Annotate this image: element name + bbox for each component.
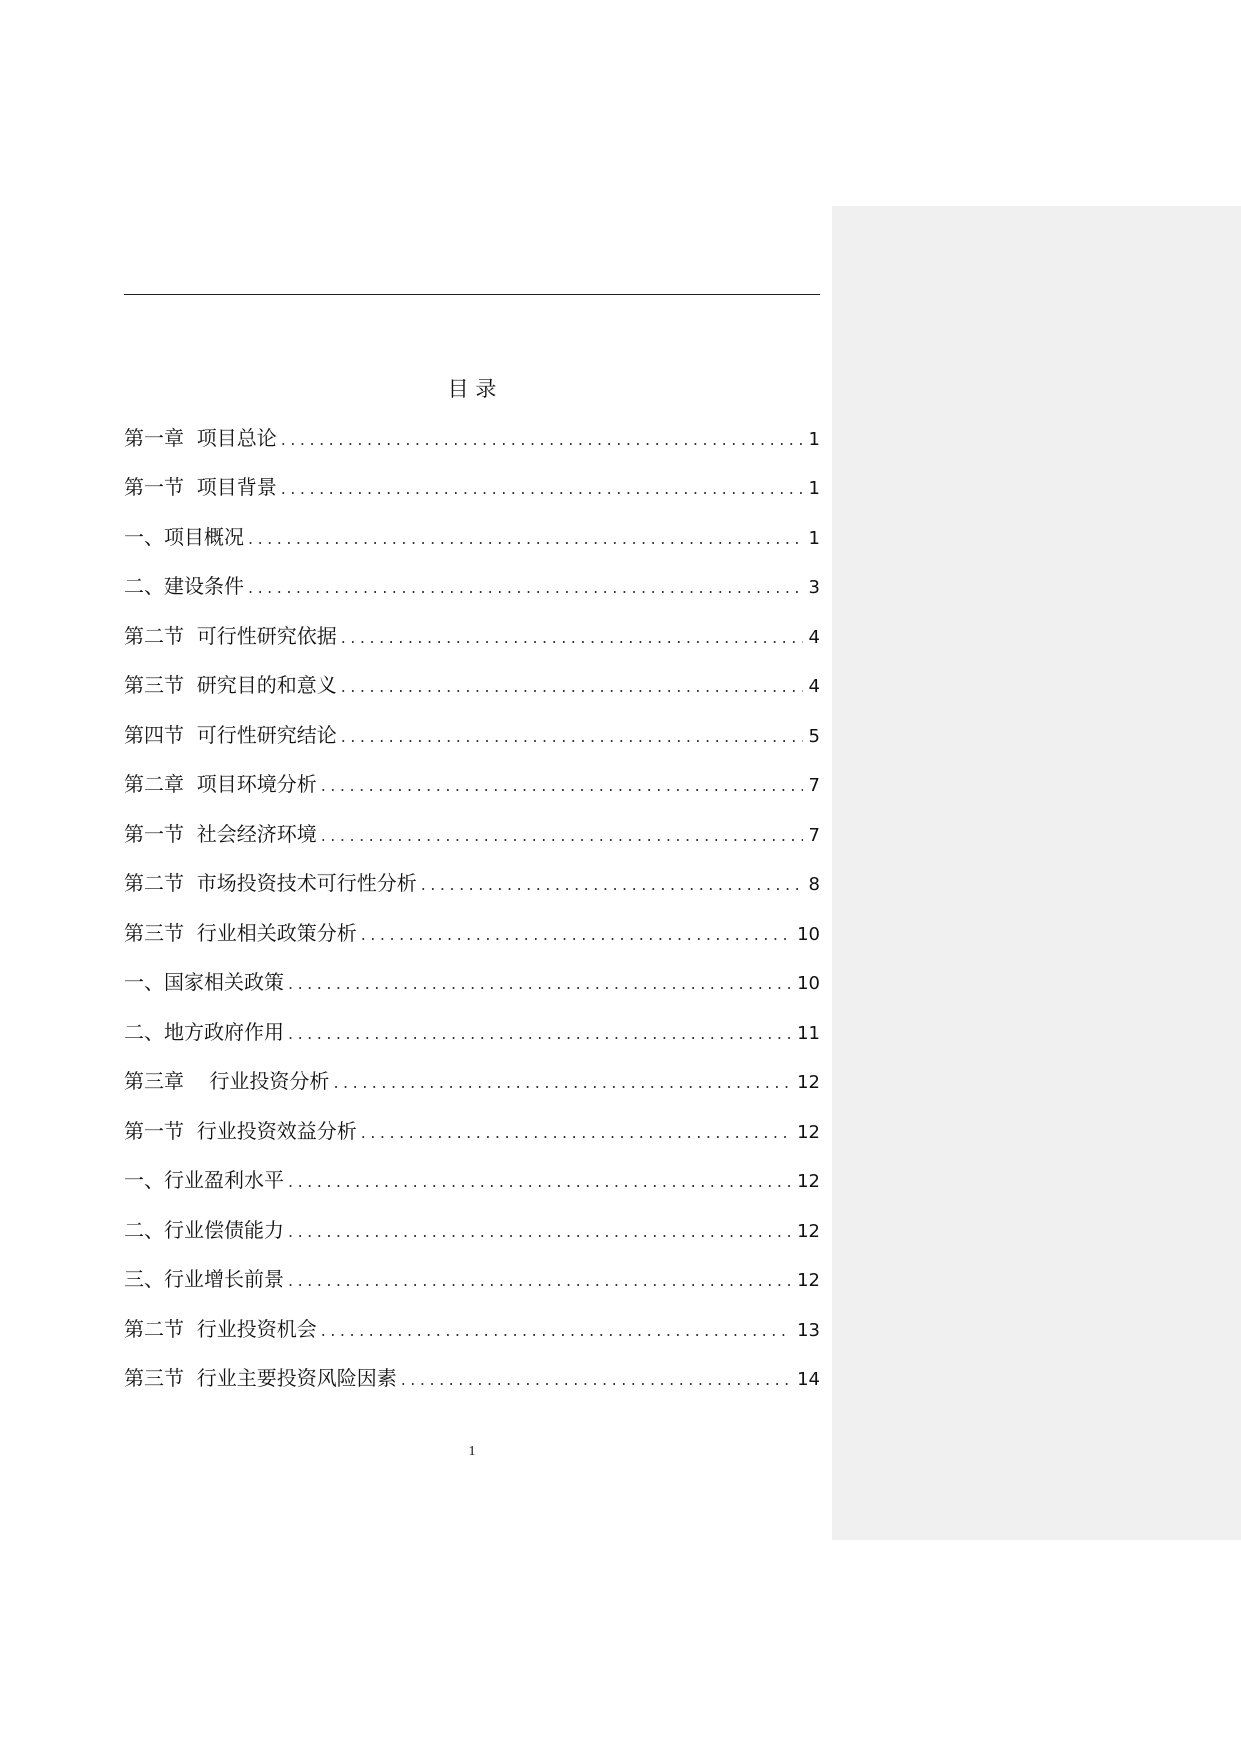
toc-entry[interactable] [124, 1215, 820, 1245]
toc-entry-label: 一、行业盈利水平 [124, 1168, 284, 1192]
toc-entry-label: 第一节 行业投资效益分析 [124, 1119, 357, 1143]
toc-dot-leader [288, 1019, 791, 1049]
toc-entry-page: 4 [808, 627, 820, 648]
toc-dot-leader [288, 1266, 791, 1296]
toc-dot-leader [361, 1118, 791, 1148]
toc-dot-leader [333, 1068, 791, 1098]
toc-entry-page: 12 [797, 1221, 820, 1242]
toc-dot-leader [321, 1316, 791, 1346]
toc-dot-leader [341, 623, 803, 653]
toc-entry-label: 第三章 行业投资分析 [124, 1069, 330, 1093]
toc-entry-label: 第四节 可行性研究结论 [124, 723, 337, 747]
page-number: 1 [468, 1444, 476, 1459]
toc-entry-label: 一、国家相关政策 [124, 970, 284, 994]
toc-entry[interactable] [124, 769, 820, 799]
toc-entry-label: 第一节 项目背景 [124, 475, 277, 499]
toc-entry-page: 5 [808, 726, 820, 747]
toc-entry[interactable] [124, 423, 820, 453]
toc-dot-leader [281, 425, 803, 455]
toc-entry-label: 第二节 可行性研究依据 [124, 624, 337, 648]
toc-dot-leader [321, 771, 803, 801]
toc-entry-page: 13 [797, 1320, 820, 1341]
toc-entry-label: 一、项目概况 [124, 525, 244, 549]
toc-entry[interactable] [124, 571, 820, 601]
toc-entry-page: 8 [808, 874, 820, 895]
toc-entry-label: 第一节 社会经济环境 [124, 822, 317, 846]
toc-entry-label: 第二节 市场投资技术可行性分析 [124, 871, 417, 895]
toc-entry-page: 1 [808, 478, 820, 499]
toc-entry-page: 1 [808, 528, 820, 549]
toc-entry-page: 7 [808, 775, 820, 796]
header-rule [124, 294, 820, 295]
toc-title: 目 录 [447, 377, 497, 401]
toc-dot-leader [281, 474, 803, 504]
toc-dot-leader [321, 821, 803, 851]
toc-entry-page: 12 [797, 1171, 820, 1192]
toc-entry-label: 二、建设条件 [124, 574, 244, 598]
toc-entry-page: 1 [808, 429, 820, 450]
toc-entry-label: 第二章 项目环境分析 [124, 772, 317, 796]
toc-entry-label: 二、行业偿债能力 [124, 1218, 284, 1242]
toc-entry[interactable] [124, 1116, 820, 1146]
toc-entry-label: 第三节 研究目的和意义 [124, 673, 337, 697]
toc-dot-leader [248, 573, 803, 603]
toc-entry-label: 第三节 行业主要投资风险因素 [124, 1366, 397, 1390]
toc-dot-leader [401, 1365, 791, 1395]
toc-dot-leader [341, 722, 803, 752]
toc-entry-label: 三、行业增长前景 [124, 1267, 284, 1291]
comment-pane [832, 206, 1241, 1540]
toc-entry-page: 7 [808, 825, 820, 846]
toc-entry[interactable] [124, 522, 820, 552]
toc-entry[interactable] [124, 819, 820, 849]
toc-entry[interactable] [124, 670, 820, 700]
toc-entry[interactable] [124, 720, 820, 750]
toc-entry-page: 10 [797, 973, 820, 994]
toc-entry-page: 11 [797, 1023, 820, 1044]
toc-entry-page: 12 [797, 1270, 820, 1291]
toc-entry[interactable] [124, 1066, 820, 1096]
toc-entry[interactable] [124, 472, 820, 502]
toc-entry-page: 4 [808, 676, 820, 697]
toc-entry-label: 二、地方政府作用 [124, 1020, 284, 1044]
toc-dot-leader [361, 920, 791, 950]
toc-dot-leader [288, 969, 791, 999]
toc-entry-page: 14 [797, 1369, 820, 1390]
toc-entry[interactable] [124, 918, 820, 948]
toc-dot-leader [288, 1167, 791, 1197]
toc-entry-page: 10 [797, 924, 820, 945]
toc-entry-label: 第一章 项目总论 [124, 426, 277, 450]
toc-entry[interactable] [124, 1165, 820, 1195]
toc-dot-leader [288, 1217, 791, 1247]
toc-entry-page: 12 [797, 1122, 820, 1143]
toc-entry[interactable] [124, 967, 820, 997]
toc-entry-page: 3 [808, 577, 820, 598]
toc-entry-label: 第二节 行业投资机会 [124, 1317, 317, 1341]
toc-entry-page: 12 [797, 1072, 820, 1093]
toc-entry-label: 第三节 行业相关政策分析 [124, 921, 357, 945]
toc-entry[interactable] [124, 1314, 820, 1344]
toc-entry[interactable] [124, 621, 820, 651]
toc-entry[interactable] [124, 868, 820, 898]
toc-entry[interactable] [124, 1264, 820, 1294]
toc-dot-leader [421, 870, 803, 900]
toc-dot-leader [248, 524, 803, 554]
toc-dot-leader [341, 672, 803, 702]
toc-entry[interactable] [124, 1363, 820, 1393]
toc-entry[interactable] [124, 1017, 820, 1047]
